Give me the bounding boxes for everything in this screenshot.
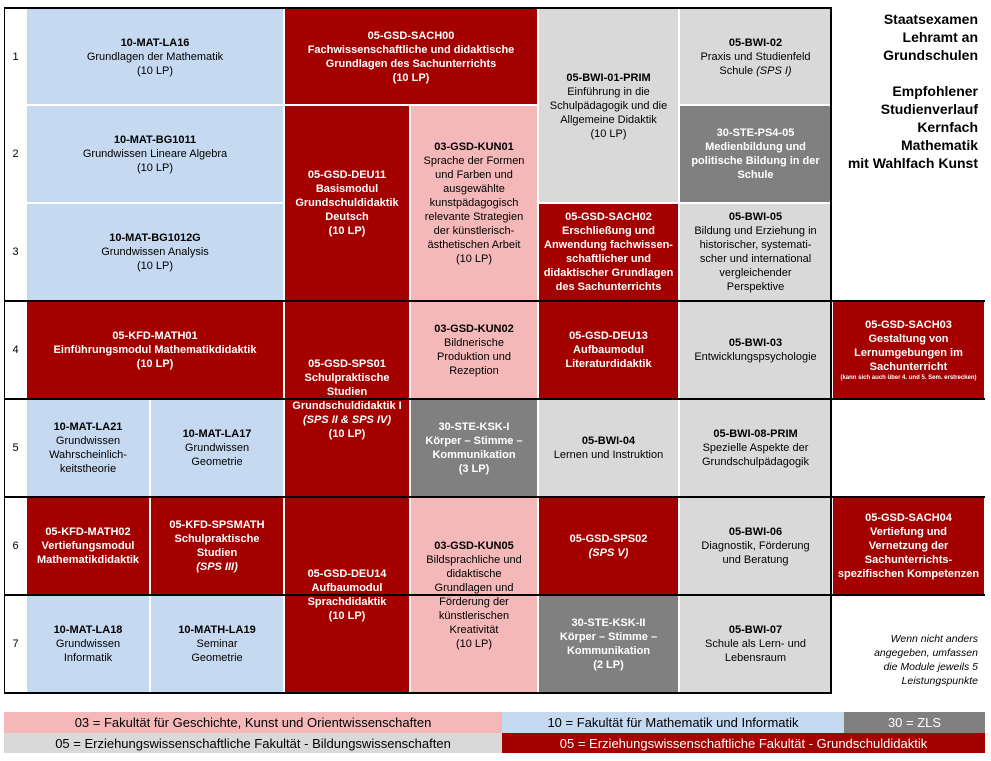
module-10-math-la19 xyxy=(150,595,284,693)
module-05-kfd-math02 xyxy=(26,497,150,595)
module-title: und Farben und xyxy=(435,169,513,181)
module-10-mat-la16 xyxy=(26,8,284,105)
module-title: Geometrie xyxy=(191,652,243,664)
grid-line-right xyxy=(830,7,832,694)
module-code: 10-MAT-LA18 xyxy=(53,624,123,636)
module-title: Deutsch xyxy=(325,211,369,223)
note-line: Leistungspunkte xyxy=(901,675,978,687)
module-credits: (10 LP) xyxy=(455,253,493,265)
module-code: 05-GSD-DEU11 xyxy=(307,169,387,181)
module-code: 30-STE-KSK-I xyxy=(438,421,510,433)
module-title: Grundlagen der Mathematik xyxy=(86,50,224,63)
module-title: Sprachdidaktik xyxy=(307,596,387,608)
module-title: (SPS V) xyxy=(588,547,629,559)
module-title: des Sachunterrichts xyxy=(555,281,662,293)
module-05-bwi-04 xyxy=(538,399,679,497)
module-05-gsd-deu13 xyxy=(538,301,679,399)
module-title: Grundwissen Lineare Algebra xyxy=(82,148,228,160)
module-title: Geometrie xyxy=(191,456,243,468)
module-title: Produktion und xyxy=(437,351,511,363)
module-03-gsd-kun01 xyxy=(410,105,538,301)
module-title: Diagnostik, Förderung xyxy=(701,540,810,552)
module-code: 05-GSD-SPS01 xyxy=(308,358,386,370)
module-title: Bildung und Erziehung in xyxy=(694,225,817,237)
legend-faculty-03: 03 = Fakultät für Geschichte, Kunst und Orientwissenschaften xyxy=(4,712,502,733)
module-code: 05-GSD-SPS02 xyxy=(569,533,648,545)
module-05-bwi-06 xyxy=(679,497,832,595)
module-code: 10-MAT-BG1011 xyxy=(113,134,197,146)
module-title: ausgewählte xyxy=(443,183,505,195)
module-title: Informatik xyxy=(63,652,113,664)
module-title: Schule xyxy=(737,169,774,181)
module-title: Sachunterrichts- xyxy=(864,554,953,566)
module-title: Spezielle Aspekte der xyxy=(702,442,809,454)
module-credits: (10 LP) xyxy=(392,71,430,84)
module-credits: (3 LP) xyxy=(458,463,490,475)
module-title: Studien xyxy=(196,547,238,559)
module-title: (SPS III) xyxy=(196,561,238,573)
module-code: 03-GSD-KUN02 xyxy=(434,323,514,335)
module-code: 05-BWI-01-PRIM xyxy=(566,71,651,84)
module-title: Grundlagen des Sachunterrichts xyxy=(325,57,497,70)
module-title: Förderung der xyxy=(439,596,509,608)
module-title: Vertiefung und xyxy=(870,526,947,538)
module-title: Erschließung und xyxy=(562,225,655,237)
module-title: Körper – Stimme – xyxy=(559,631,658,643)
module-title: schaftlicher und xyxy=(566,253,651,265)
module-credits: (10 LP) xyxy=(328,610,366,622)
module-credits: (10 LP) xyxy=(328,225,366,237)
module-title: didaktische xyxy=(446,568,502,580)
grid-line-row4 xyxy=(4,300,985,302)
module-title: Vertiefungsmodul xyxy=(41,540,135,552)
module-title: Allgemeine Didaktik xyxy=(560,113,657,126)
module-title: Kommunikation xyxy=(432,449,516,461)
module-title: historischer, systemati- xyxy=(699,239,812,251)
title-line: Mathematik xyxy=(900,137,978,153)
module-30-ste-ksk-ii xyxy=(538,595,679,693)
module-title: Anwendung fachwissen- xyxy=(544,239,673,251)
module-code: 10-MAT-BG1012G xyxy=(109,232,201,244)
module-credits: (10 LP) xyxy=(590,127,627,140)
module-title-text: Schule xyxy=(719,64,754,77)
module-title: (SPS II & SPS IV) xyxy=(302,414,392,426)
module-title: Grundschulpädagogik xyxy=(701,456,810,468)
module-code: 05-BWI-02 xyxy=(728,36,783,49)
row-number-6: 6 xyxy=(4,497,26,595)
row-number-2: 2 xyxy=(4,105,26,203)
module-title: Rezeption xyxy=(449,365,499,377)
module-title: Aufbaumodul xyxy=(573,344,644,356)
grid-line-row6 xyxy=(4,496,985,498)
row-number-5: 5 xyxy=(4,399,26,497)
module-credits: (10 LP) xyxy=(136,358,174,370)
module-30-ste-ksk-i xyxy=(410,399,538,497)
module-title: Lebensraum xyxy=(724,652,787,664)
legend-faculty-05-gsd: 05 = Erziehungswissenschaftliche Fakultät - Grundschuldidaktik xyxy=(502,733,985,753)
module-title: Gestaltung von xyxy=(868,333,949,345)
module-code: 05-GSD-DEU14 xyxy=(307,568,387,580)
module-title: Seminar xyxy=(196,638,238,650)
module-code: 05-KFD-MATH02 xyxy=(45,526,131,538)
module-credits: (10 LP) xyxy=(136,64,174,77)
module-title: Schulpraktische xyxy=(174,533,260,545)
module-title-sps: (SPS I) xyxy=(756,64,792,77)
module-title: Vernetzung der xyxy=(868,540,949,552)
grid-line-row7 xyxy=(4,594,985,596)
module-title: Grundwissen xyxy=(55,638,121,650)
module-title: Basismodul xyxy=(315,183,379,195)
module-title: Bildnerische xyxy=(444,337,504,349)
module-code: 10-MATH-LA19 xyxy=(178,624,256,636)
row-number-3: 3 xyxy=(4,203,26,301)
module-title: Medienbildung und xyxy=(705,141,806,153)
module-code: 05-GSD-DEU13 xyxy=(569,330,648,342)
title-line: Kernfach xyxy=(917,119,978,135)
module-title: ästhetischen Arbeit xyxy=(427,239,521,251)
module-code: 05-KFD-MATH01 xyxy=(112,330,198,342)
module-title: Grundschuldidaktik I xyxy=(292,400,402,412)
note-line: Wenn nicht anders xyxy=(890,633,978,645)
module-title: scher und international xyxy=(699,253,812,265)
module-title: Grundschuldidaktik xyxy=(295,197,399,209)
title-line: Lehramt an xyxy=(902,29,978,45)
module-05-kfd-spsmath xyxy=(150,497,284,595)
module-title: Schulpädagogik und die xyxy=(549,99,668,112)
title-line: mit Wahlfach Kunst xyxy=(847,155,978,171)
module-code: 03-GSD-KUN01 xyxy=(434,141,514,153)
module-05-bwi-05 xyxy=(679,203,832,301)
module-05-gsd-sach02 xyxy=(538,203,679,301)
title-line: Studienverlauf xyxy=(880,101,978,117)
module-code: 05-BWI-07 xyxy=(728,624,783,636)
module-title: Kommunikation xyxy=(566,645,651,657)
module-note: (kann sich auch über 4. und 5. Sem. erstrecken) xyxy=(840,375,977,381)
module-title: Literaturdidaktik xyxy=(565,358,652,370)
module-title: didaktischer Grundlagen xyxy=(543,267,674,279)
module-title: Bildsprachliche und xyxy=(426,554,522,566)
module-credits: (10 LP) xyxy=(328,428,366,440)
module-credits: (10 LP) xyxy=(136,260,174,272)
module-10-mat-bg1011 xyxy=(26,105,284,203)
module-code: 05-BWI-03 xyxy=(728,337,783,349)
module-credits: (10 LP) xyxy=(455,638,493,650)
module-05-gsd-sps02 xyxy=(538,497,679,595)
module-05-bwi-07 xyxy=(679,595,832,693)
module-title: Einführung in die xyxy=(567,85,650,98)
module-code: 30-STE-PS4-05 xyxy=(716,127,795,139)
module-title: Sachunterricht xyxy=(869,361,948,373)
module-title: Wahrscheinlich- xyxy=(49,449,127,461)
module-code: 03-GSD-KUN05 xyxy=(434,540,514,552)
module-title: Sprache der Formen xyxy=(423,155,525,167)
module-title xyxy=(719,64,791,78)
module-title: Studien xyxy=(326,386,368,398)
module-title: Mathematikdidaktik xyxy=(36,554,140,566)
module-title: Grundwissen Analysis xyxy=(101,246,209,258)
module-title: politische Bildung in der xyxy=(691,155,820,167)
module-title: Fachwissenschaftliche und didaktische xyxy=(307,43,515,56)
row-number-1: 1 xyxy=(4,8,26,105)
legend-faculty-05-bw: 05 = Erziehungswissenschaftliche Fakultät - Bildungswissenschaften xyxy=(4,733,502,753)
row-number-7: 7 xyxy=(4,595,26,693)
module-code: 05-GSD-SACH02 xyxy=(565,211,652,223)
module-code: 05-BWI-05 xyxy=(728,211,783,223)
page-title xyxy=(836,10,978,172)
module-05-bwi-01-prim xyxy=(538,8,679,203)
legend-faculty-10: 10 = Fakultät für Mathematik und Informatik xyxy=(502,712,844,733)
module-title: der künstlerisch- xyxy=(433,225,515,237)
module-title: Grundwissen xyxy=(184,442,250,454)
module-code: 10-MAT-LA21 xyxy=(53,421,123,433)
module-code: 05-BWI-06 xyxy=(728,526,783,538)
module-credits: (2 LP) xyxy=(593,659,624,671)
module-credits: (10 LP) xyxy=(136,162,174,174)
module-code: 30-STE-KSK-II xyxy=(571,617,646,629)
grid-line-bottom xyxy=(4,692,831,694)
grid-line-row5 xyxy=(4,398,985,400)
legend-zls: 30 = ZLS xyxy=(844,712,985,733)
credits-note xyxy=(836,632,978,688)
module-30-ste-ps4-05 xyxy=(679,105,832,203)
module-code: 05-GSD-SACH00 xyxy=(367,29,455,42)
module-title: künstlerischen xyxy=(438,610,510,622)
module-title: Entwicklungspsychologie xyxy=(694,351,817,363)
module-title: Lernen und Instruktion xyxy=(553,449,664,461)
module-title: Grundlagen und xyxy=(434,582,514,594)
module-title: und Beratung xyxy=(722,554,789,566)
module-10-mat-bg1012g xyxy=(26,203,284,301)
module-code: 10-MAT-LA16 xyxy=(120,36,190,49)
grid-line-top xyxy=(4,7,831,9)
module-code: 05-GSD-SACH04 xyxy=(865,512,952,524)
note-line: die Module jeweils 5 xyxy=(883,661,978,673)
module-05-bwi-03 xyxy=(679,301,832,399)
module-title: Aufbaumodul xyxy=(311,582,383,594)
module-05-gsd-sach03 xyxy=(832,301,985,399)
module-title: kunstpädagogisch xyxy=(429,197,519,209)
module-code: 05-KFD-SPSMATH xyxy=(169,519,265,531)
module-code: 05-BWI-04 xyxy=(581,435,636,447)
module-10-mat-la17 xyxy=(150,399,284,497)
module-title: vergleichender xyxy=(719,267,792,279)
title-line: Grundschulen xyxy=(883,47,978,63)
module-title: Kreativität xyxy=(449,624,499,636)
module-title: spezifischen Kompetenzen xyxy=(837,568,980,580)
module-10-mat-la18 xyxy=(26,595,150,693)
module-05-gsd-deu11 xyxy=(284,105,410,301)
module-05-bwi-08-prim xyxy=(679,399,832,497)
note-line: angegeben, umfassen xyxy=(874,647,978,659)
module-title: Perspektive xyxy=(726,281,785,293)
module-code: 10-MAT-LA17 xyxy=(182,428,252,440)
module-code: 05-BWI-08-PRIM xyxy=(713,428,798,440)
module-title: Grundwissen xyxy=(55,435,121,447)
module-05-bwi-02 xyxy=(679,8,832,105)
module-03-gsd-kun02 xyxy=(410,301,538,399)
row-number-4: 4 xyxy=(4,301,26,399)
module-title: Schulpraktische xyxy=(304,372,390,384)
module-title: Einführungsmodul Mathematikdidaktik xyxy=(53,344,257,356)
module-05-kfd-math01 xyxy=(26,301,284,399)
module-title: Schule als Lern- und xyxy=(705,638,806,650)
module-05-gsd-sach04 xyxy=(832,497,985,595)
module-10-mat-la21 xyxy=(26,399,150,497)
module-05-gsd-sach00 xyxy=(284,8,538,105)
module-title: relevante Strategien xyxy=(424,211,524,223)
module-title: keitstheorie xyxy=(59,463,117,475)
module-code: 05-GSD-SACH03 xyxy=(865,319,952,331)
module-title: Praxis und Studienfeld xyxy=(700,50,811,63)
title-line: Empfohlener xyxy=(892,83,978,99)
title-line: Staatsexamen xyxy=(883,11,978,27)
module-title: Körper – Stimme – xyxy=(425,435,523,447)
module-title: Lernumgebungen im xyxy=(854,347,963,359)
